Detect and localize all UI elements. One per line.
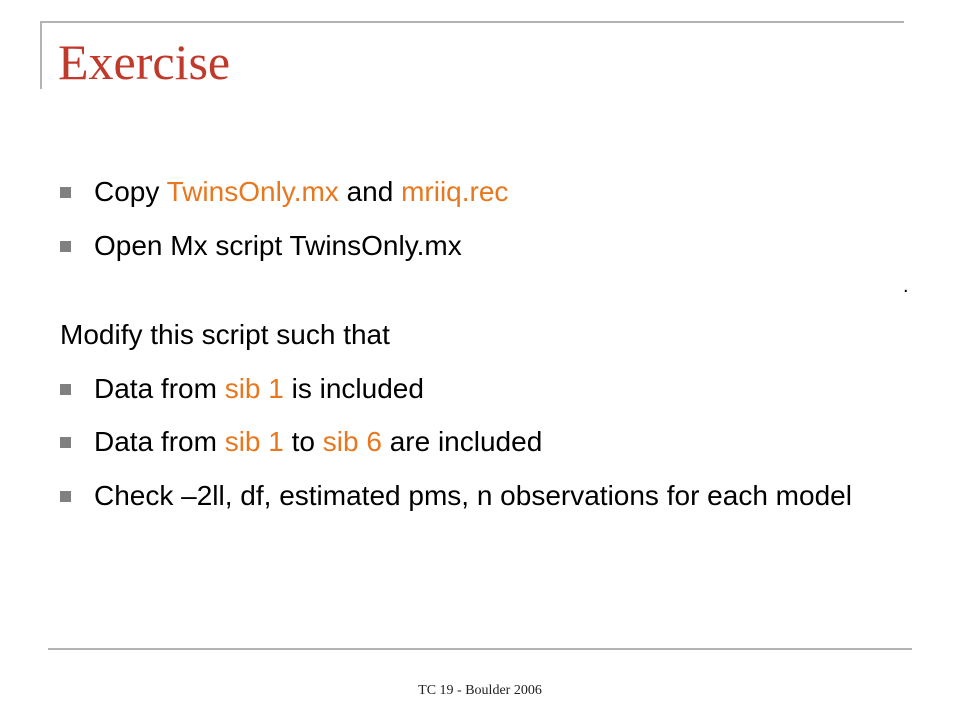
bullet-text: is included [283, 372, 424, 404]
highlight-sib: sib 6 [322, 426, 382, 458]
bullet-copy-files [60, 175, 890, 209]
top-rule [40, 21, 904, 23]
intro-text: Modify this script such that [60, 319, 390, 351]
filename-twinsonly: TwinsOnly.mx [166, 176, 339, 207]
bullet-text: Data from [94, 426, 225, 458]
bullet-sib1-to-sib6 [60, 425, 890, 459]
square-bullet-icon [60, 437, 71, 448]
square-bullet-icon [60, 491, 71, 502]
bullet-text: to [283, 426, 323, 458]
bullet-text: and [338, 176, 402, 207]
slide-title: Exercise [58, 34, 231, 90]
square-bullet-icon [60, 241, 71, 252]
left-rule [40, 21, 42, 89]
bottom-rule [48, 648, 912, 650]
bullet-text: Check –2ll, df, estimated pms, n observations for each model [94, 479, 852, 511]
bullet-text: are included [381, 426, 543, 458]
slide-body [60, 175, 890, 533]
square-bullet-icon [60, 384, 71, 395]
bullet-check-stats [60, 479, 890, 513]
bullet-text: Data from [94, 372, 225, 404]
highlight-sib: sib 1 [224, 426, 284, 458]
bullet-sib1 [60, 372, 890, 406]
bullet-text: Copy [94, 176, 167, 207]
slide-footer: TC 19 - Boulder 2006 [418, 683, 542, 698]
filename-mriiq: mriiq.rec [401, 176, 509, 207]
square-bullet-icon [60, 187, 71, 198]
bullet-text: Open Mx script TwinsOnly.mx [94, 229, 462, 261]
stray-dot: . [903, 275, 909, 297]
highlight-sib: sib 1 [224, 372, 284, 404]
bullet-open-script [60, 229, 890, 263]
